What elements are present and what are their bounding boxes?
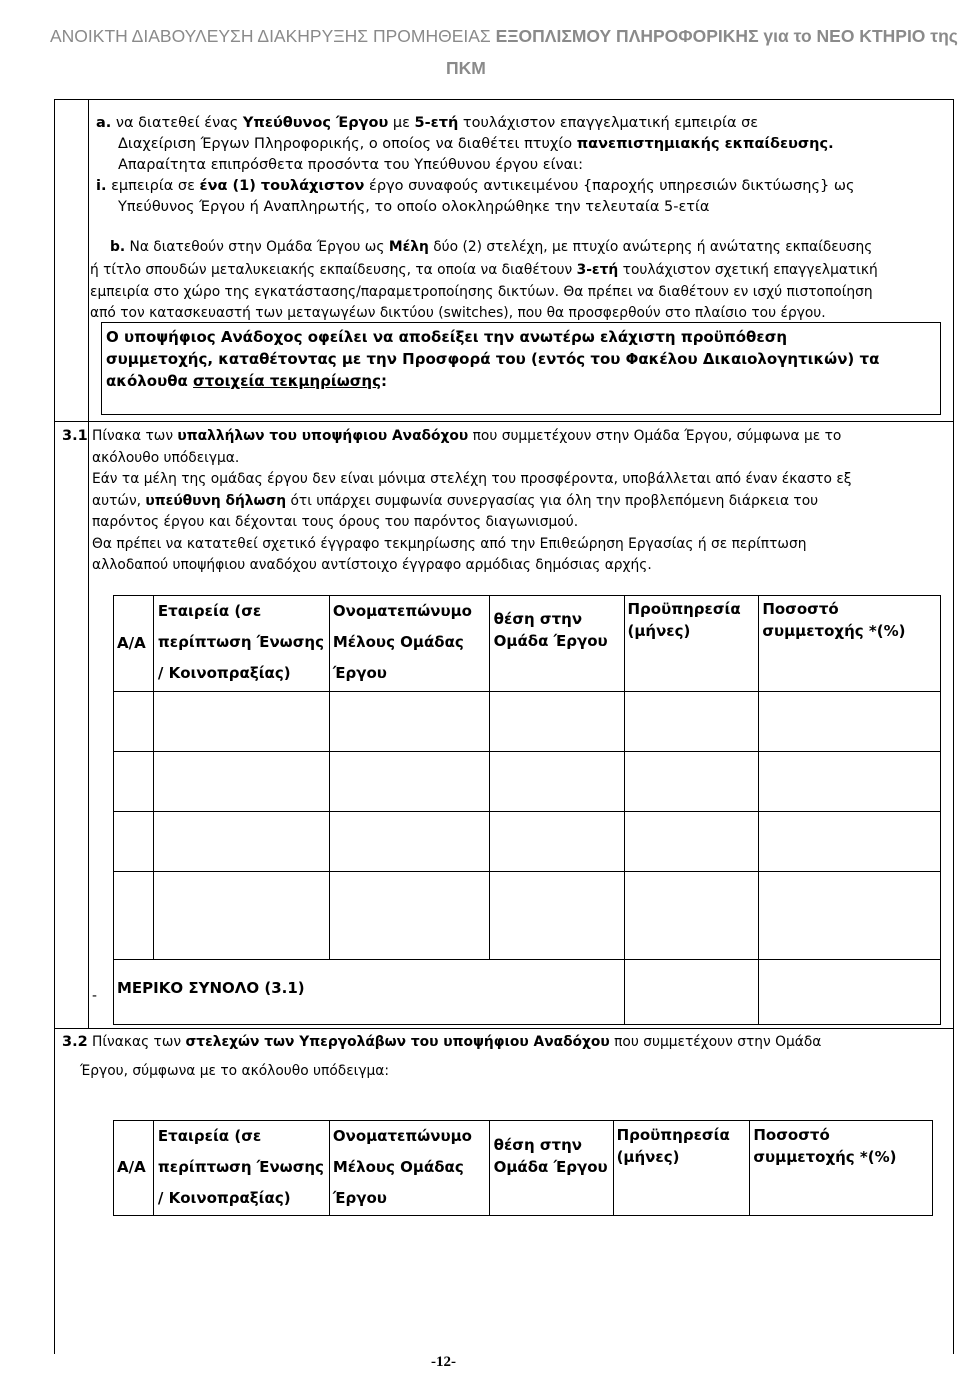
- header-aa: Α/Α: [114, 596, 154, 692]
- header-position: θέση στην Ομάδα Έργου: [489, 1121, 613, 1216]
- header-company: Εταιρεία (σε περίπτωση Ένωσης / Κοινοπραξίας): [153, 1121, 329, 1216]
- header-participation: Ποσοστό συμμετοχής *(%): [750, 1121, 933, 1216]
- section-31-line-2: ακόλουθο υπόδειγμα.: [92, 450, 240, 466]
- header-aa: Α/Α: [114, 1121, 154, 1216]
- outer-frame-right: [953, 99, 954, 1354]
- section-32-line-1: Πίνακας των στελεχών των Υπεργολάβων του υποψήφιου Αναδόχου που συμμετέχουν στην Ομάδα: [92, 1034, 822, 1050]
- req-a-line-5: Υπεύθυνος Έργου ή Αναπληρωτής, το οποίο ολοκληρώθηκε την τελευταία 5-ετία: [118, 199, 710, 215]
- section-32-number: 3.2: [62, 1034, 88, 1050]
- subtotal-label-cell: [114, 960, 625, 1025]
- table-row: [114, 812, 941, 872]
- frame-divider-32: [54, 1028, 954, 1029]
- section-31-line-1: Πίνακα των υπαλλήλων του υποψήφιου Αναδόχου που συμμετέχουν στην Ομάδα Έργου, σύμφωνα με το: [92, 428, 842, 444]
- page-number: -12-: [431, 1354, 456, 1370]
- header-participation: Ποσοστό συμμετοχής *(%): [759, 596, 941, 692]
- section-31-line-5: παρόντος έργου και δέχονται τους όρους του παρόντος διαγωνισμού.: [92, 514, 579, 530]
- section-31-line-4: αυτών, υπεύθυνη δήλωση ότι υπάρχει συμφωνία συνεργασίας για όλη την προβλεπόμενη διάρκεια του: [92, 493, 819, 509]
- section-32-line-2: Έργου, σύμφωνα με το ακόλουθο υπόδειγμα:: [80, 1063, 390, 1079]
- frame-divider-31: [54, 421, 954, 422]
- req-a-line-4: i. εμπειρία σε ένα (1) τουλάχιστον έργο συναφούς αντικειμένου {παροχής υπηρεσιών δικτύωσης} ως: [96, 178, 855, 194]
- section-31-line-3: Εάν τα μέλη της ομάδας έργου δεν είναι μόνιμα στελέχη του προσφέροντα, υποβάλλεται από έναν έκαστο εξ: [92, 471, 852, 487]
- table-row: [114, 692, 941, 752]
- subtotal-row: [114, 960, 941, 1025]
- section-31-line-6: Θα πρέπει να κατατεθεί σχετικό έγγραφο τεκμηρίωσης από την Επιθεώρηση Εργασίας ή σε περίπτωση: [92, 536, 807, 552]
- header-experience: Προϋπηρεσία (μήνες): [624, 596, 759, 692]
- req-a-line-3: Απαραίτητα επιπρόσθετα προσόντα του Υπεύθυνου έργου είναι:: [118, 157, 583, 173]
- section-31-line-7: αλλοδαπού υποψήφιου αναδόχου αντίστοιχο έγγραφο αρμόδιας δημόσιας αρχής.: [92, 557, 652, 573]
- table-header-row: [114, 596, 941, 692]
- evidence-box-line-2: συμμετοχής, καταθέτοντας με την Προσφορά του (εντός του Φακέλου Δικαιολογητικών) τα: [106, 350, 880, 368]
- req-b-line-3: εμπειρία στο χώρο της εγκατάστασης/παραμετροποίησης δικτύων. Θα πρέπει να διαθέτουν εν ισχύ πιστοποίηση: [90, 284, 873, 300]
- req-b-line-2: ή τίτλο σπουδών μεταλυκειακής εκπαίδευσης, τα οποία να διαθέτουν 3-ετή τουλάχιστον σχετική επαγγελματική: [90, 262, 878, 278]
- document-header-line-2: ΠΚΜ: [446, 58, 486, 78]
- subtotal-label: ΜΕΡΙΚΟ ΣΥΝΟΛΟ (3.1): [117, 979, 305, 997]
- header-experience: Προϋπηρεσία (μήνες): [613, 1121, 750, 1216]
- outer-frame-top: [54, 99, 954, 100]
- dash-mark: -: [92, 988, 97, 1004]
- header-member-name: Ονοματεπώνυμο Μέλους Ομάδας Έργου: [329, 1121, 489, 1216]
- req-b-line-4: από τον κατασκευαστή των μεταγωγέων δικτύου (switches), που θα προσφερθούν στο πλαίσιο του έργου.: [90, 305, 826, 321]
- header-member-name: Ονοματεπώνυμο Μέλους Ομάδας Έργου: [329, 596, 489, 692]
- table-row: [114, 752, 941, 812]
- header-position: θέση στην Ομάδα Έργου: [489, 596, 624, 692]
- section-31-number: 3.1: [62, 428, 88, 444]
- outer-frame-left: [54, 99, 55, 1354]
- req-a-line-1: a. να διατεθεί ένας Υπεύθυνος Έργου με 5-ετή τουλάχιστον επαγγελματική εμπειρία σε: [96, 115, 759, 131]
- header-company: Εταιρεία (σε περίπτωση Ένωσης / Κοινοπραξίας): [153, 596, 329, 692]
- document-header-line-1: ΑΝΟΙΚΤΗ ΔΙΑΒΟΥΛΕΥΣΗ ΔΙΑΚΗΡΥΞΗΣ ΠΡΟΜΗΘΕΙΑΣ ΕΞΟΠΛΙΣΜΟΥ ΠΛΗΡΟΦΟΡΙΚΗΣ για το ΝΕΟ ΚΤΗΡΙΟ της: [50, 26, 958, 46]
- staff-table-31: [113, 595, 941, 1025]
- evidence-box-line-3: ακόλουθα στοιχεία τεκμηρίωσης:: [106, 372, 387, 390]
- req-a-line-2: Διαχείριση Έργων Πληροφορικής, ο οποίος να διαθέτει πτυχίο πανεπιστημιακής εκπαίδευσης.: [118, 136, 834, 152]
- table-header-row: [114, 1121, 933, 1216]
- outer-frame-inner-left: [88, 99, 89, 1029]
- subcontractor-table-32: [113, 1120, 933, 1216]
- table-row: [114, 872, 941, 960]
- evidence-box-line-1: Ο υποψήφιος Ανάδοχος οφείλει να αποδείξει την ανωτέρω ελάχιστη προϋπόθεση: [106, 328, 788, 346]
- req-b-line-1: b. Να διατεθούν στην Ομάδα Έργου ως Μέλη δύο (2) στελέχη, με πτυχίο ανώτερης ή ανώτατης εκπαίδευσης: [110, 239, 873, 255]
